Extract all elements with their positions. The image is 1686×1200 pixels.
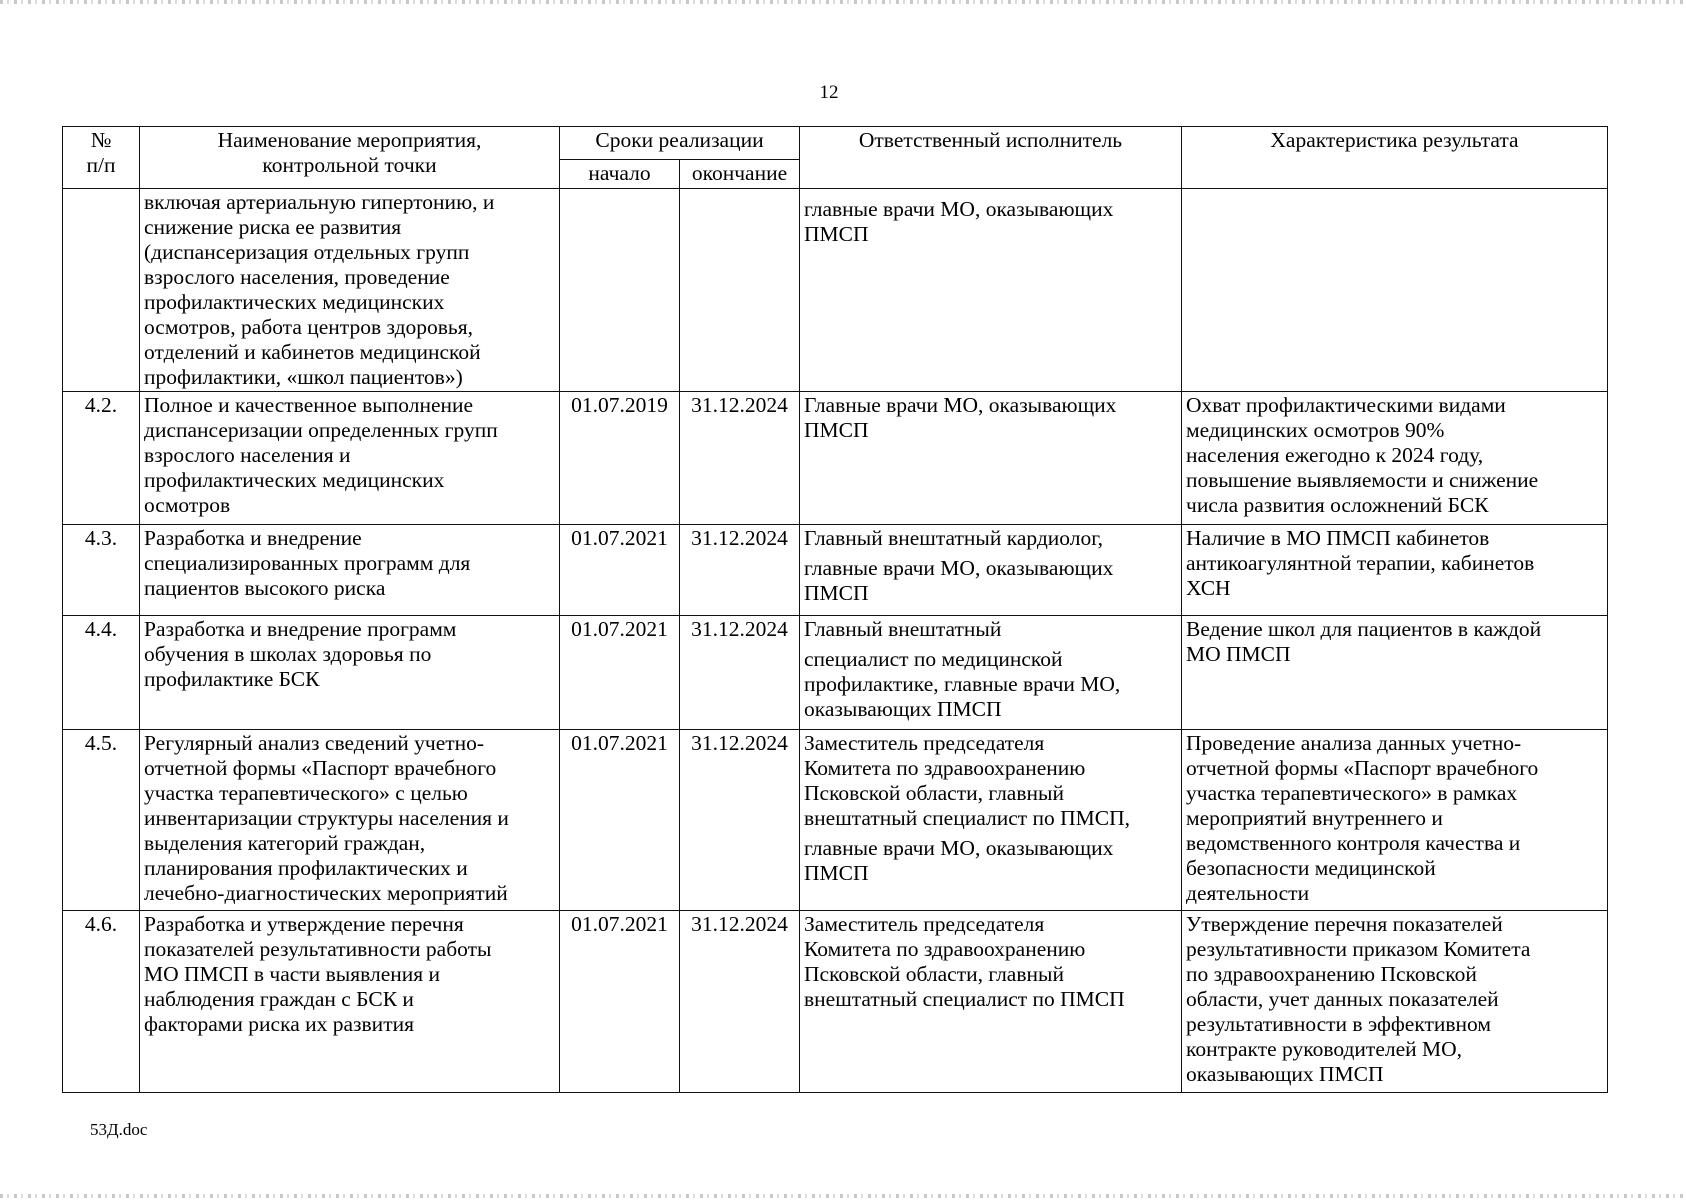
cell-result [1182, 525, 1608, 616]
cell-line: профилактики, «школ пациентов») [144, 365, 463, 389]
cell-line: Разработка и внедрение [144, 526, 362, 550]
cell-line: медицинских осмотров 90% [1186, 418, 1445, 442]
cell-line: участка терапевтического» в рамках [1186, 781, 1518, 805]
cell-line: оказывающих ПМСП [804, 697, 1002, 721]
cell-line: Ведение школ для пациентов в каждой [1186, 617, 1542, 641]
cell-line: лечебно-диагностических мероприятий [144, 881, 508, 905]
table-row [63, 189, 1608, 392]
cell-result [1182, 189, 1608, 392]
cell-line: антикоагулянтной терапии, кабинетов [1186, 551, 1535, 575]
cell-end: 31.12.2024 [680, 911, 800, 1093]
cell-result [1182, 392, 1608, 525]
cell-line: ПМСП [804, 861, 869, 885]
table-row [63, 392, 1608, 525]
cell-line: осмотров [144, 493, 231, 517]
cell-line: внештатный специалист по ПМСП, [804, 806, 1131, 830]
cell-line: пациентов высокого риска [144, 576, 386, 600]
cell-executor [800, 392, 1182, 525]
cell-line: обучения в школах здоровья по [144, 642, 432, 666]
cell-line: Наличие в МО ПМСП кабинетов [1186, 526, 1490, 550]
cell-executor [800, 525, 1182, 616]
measures-table [62, 126, 1608, 1093]
cell-name [140, 525, 560, 616]
cell-line: контракте руководителей МО, [1186, 1037, 1463, 1061]
cell-line: факторами риска их развития [144, 1012, 414, 1036]
cell-line: главные врачи МО, оказывающих [804, 197, 1114, 221]
cell-line: участка терапевтического» с целью [144, 781, 468, 805]
cell-name [140, 392, 560, 525]
table-row [63, 616, 1608, 730]
cell-line: результативности приказом Комитета [1186, 937, 1531, 961]
header-end: окончание [680, 160, 800, 189]
cell-line: Комитета по здравоохранению [804, 937, 1086, 961]
header-name: Наименование мероприятия, контрольной точки [140, 127, 560, 189]
cell-num: 4.3. [63, 525, 140, 616]
cell-line: специализированных программ для [144, 551, 471, 575]
cell-line: инвентаризации структуры населения и [144, 806, 509, 830]
cell-executor [800, 616, 1182, 730]
table-body [63, 189, 1608, 1093]
scan-edge-bottom [0, 1194, 1686, 1198]
cell-line: Полное и качественное выполнение [144, 393, 474, 417]
cell-line: Заместитель председателя [804, 912, 1045, 936]
cell-end: 31.12.2024 [680, 730, 800, 911]
table-header [63, 127, 1608, 189]
cell-line: населения ежегодно к 2024 году, [1186, 443, 1484, 467]
cell-line: Главные врачи МО, оказывающих [804, 393, 1117, 417]
cell-line: наблюдения граждан с БСК и [144, 987, 414, 1011]
cell-line: снижение риска ее развития [144, 215, 402, 239]
cell-line: профилактике БСК [144, 667, 320, 691]
cell-line: диспансеризации определенных групп [144, 418, 498, 442]
cell-line: ПМСП [804, 222, 869, 246]
cell-start [560, 189, 680, 392]
table-row [63, 525, 1608, 616]
cell-end [680, 189, 800, 392]
header-num: № п/п [63, 127, 140, 189]
cell-end: 31.12.2024 [680, 525, 800, 616]
cell-executor [800, 911, 1182, 1093]
cell-line: оказывающих ПМСП [1186, 1062, 1384, 1086]
cell-line: деятельности [1186, 881, 1310, 905]
cell-line: отчетной формы «Паспорт врачебного [1186, 756, 1539, 780]
header-result: Характеристика результата [1182, 127, 1608, 189]
cell-start: 01.07.2019 [560, 392, 680, 525]
cell-name [140, 189, 560, 392]
cell-line: ПМСП [804, 581, 869, 605]
cell-line: по здравоохранению Псковской [1186, 962, 1477, 986]
cell-line: Комитета по здравоохранению [804, 756, 1086, 780]
cell-line: Разработка и внедрение программ [144, 617, 457, 641]
footer-filename: 53Д.doc [90, 1120, 148, 1139]
cell-line: Проведение анализа данных учетно- [1186, 731, 1522, 755]
cell-line: МО ПМСП в части выявления и [144, 962, 441, 986]
cell-num: 4.5. [63, 730, 140, 911]
cell-line: профилактических медицинских [144, 468, 445, 492]
cell-end: 31.12.2024 [680, 616, 800, 730]
cell-line: результативности в эффективном [1186, 1012, 1491, 1036]
cell-line: Охват профилактическими видами [1186, 393, 1506, 417]
cell-result [1182, 616, 1608, 730]
cell-line: отчетной формы «Паспорт врачебного [144, 756, 497, 780]
cell-line: профилактике, главные врачи МО, [804, 672, 1121, 696]
cell-line: профилактических медицинских [144, 290, 445, 314]
header-executor: Ответственный исполнитель [800, 127, 1182, 189]
page-number: 12 [819, 82, 839, 103]
cell-line: числа развития осложнений БСК [1186, 493, 1489, 517]
cell-start: 01.07.2021 [560, 616, 680, 730]
cell-line: Утверждение перечня показателей [1186, 912, 1503, 936]
cell-num: 4.6. [63, 911, 140, 1093]
cell-start: 01.07.2021 [560, 730, 680, 911]
cell-name [140, 730, 560, 911]
cell-line: МО ПМСП [1186, 642, 1291, 666]
cell-line: мероприятий внутреннего и [1186, 806, 1443, 830]
cell-line: взрослого населения, проведение [144, 265, 450, 289]
cell-line: Разработка и утверждение перечня [144, 912, 464, 936]
scan-edge-top [0, 0, 1686, 4]
cell-line: ПМСП [804, 418, 869, 442]
cell-num [63, 189, 140, 392]
cell-name [140, 616, 560, 730]
cell-line: внештатный специалист по ПМСП [804, 987, 1125, 1011]
cell-line: Регулярный анализ сведений учетно- [144, 731, 485, 755]
cell-line: ХСН [1186, 576, 1231, 600]
cell-executor [800, 730, 1182, 911]
header-period: Сроки реализации [560, 127, 800, 160]
cell-result [1182, 911, 1608, 1093]
cell-line: ведомственного контроля качества и [1186, 831, 1521, 855]
cell-end: 31.12.2024 [680, 392, 800, 525]
cell-line: Главный внештатный кардиолог, [804, 526, 1103, 550]
cell-result [1182, 730, 1608, 911]
cell-line: осмотров, работа центров здоровья, [144, 315, 473, 339]
cell-line: главные врачи МО, оказывающих [804, 836, 1114, 860]
cell-line: Главный внештатный [804, 617, 1002, 641]
cell-line: выделения категорий граждан, [144, 831, 426, 855]
cell-num: 4.4. [63, 616, 140, 730]
cell-line: взрослого населения и [144, 443, 351, 467]
table-row [63, 911, 1608, 1093]
cell-line: специалист по медицинской [804, 647, 1063, 671]
table-row [63, 730, 1608, 911]
header-start: начало [560, 160, 680, 189]
cell-start: 01.07.2021 [560, 525, 680, 616]
cell-num: 4.2. [63, 392, 140, 525]
cell-line: показателей результативности работы [144, 937, 492, 961]
cell-executor [800, 189, 1182, 392]
cell-line: (диспансеризация отдельных групп [144, 240, 470, 264]
cell-line: Заместитель председателя [804, 731, 1045, 755]
cell-line: Псковской области, главный [804, 962, 1064, 986]
cell-line: безопасности медицинской [1186, 856, 1436, 880]
cell-line: области, учет данных показателей [1186, 987, 1499, 1011]
cell-start: 01.07.2021 [560, 911, 680, 1093]
cell-line: включая артериальную гипертонию, и [144, 190, 495, 214]
cell-line: Псковской области, главный [804, 781, 1064, 805]
cell-name [140, 911, 560, 1093]
cell-line: главные врачи МО, оказывающих [804, 556, 1114, 580]
cell-line: отделений и кабинетов медицинской [144, 340, 481, 364]
cell-line: планирования профилактических и [144, 856, 468, 880]
cell-line: повышение выявляемости и снижение [1186, 468, 1539, 492]
